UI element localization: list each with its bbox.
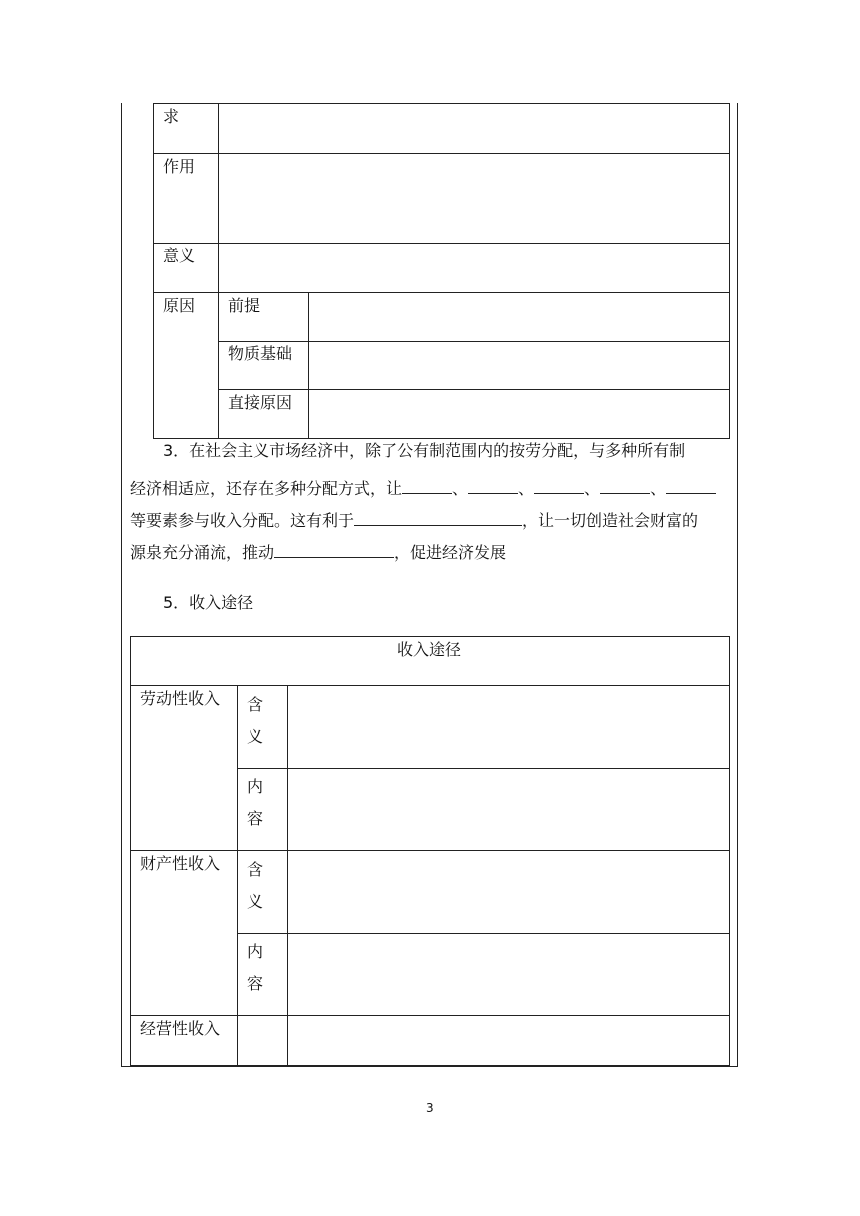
para-line-4 xyxy=(130,543,506,563)
table-1-sub-row-line xyxy=(218,341,729,342)
page-number: 3 xyxy=(426,1101,434,1115)
outer-bottom-border xyxy=(121,1066,738,1067)
para-line-3-text-a: 等要素参与收入分配。这有利于 xyxy=(130,511,355,530)
fill-blank-4[interactable] xyxy=(600,479,650,494)
para-line-4-text-b: ，促进经济发展 xyxy=(394,543,507,562)
fill-blank-3[interactable] xyxy=(534,479,584,494)
sub-label-zhijie-yuanyin: 直接原因 xyxy=(228,393,293,412)
sub-label-qianti: 前提 xyxy=(228,296,261,315)
outer-right-border xyxy=(737,103,738,1067)
table-1-sub-row-line xyxy=(218,389,729,390)
table-2-row-line xyxy=(130,850,729,851)
fill-blank-6[interactable] xyxy=(354,511,522,526)
fill-blank-2[interactable] xyxy=(468,479,518,494)
separator: 、 xyxy=(452,479,469,498)
para-line-3-text-b: ，让一切创造社会财富的 xyxy=(522,511,699,530)
row-label-zuoyong: 作用 xyxy=(163,157,196,176)
table-2-sub-row-line xyxy=(237,768,729,769)
group-label-caichan: 财产性收入 xyxy=(140,854,221,873)
table-2-title: 收入途径 xyxy=(397,640,462,659)
separator: 、 xyxy=(650,479,667,498)
table-1-sub-col-divider xyxy=(308,292,309,438)
table-1-row-line xyxy=(153,292,729,293)
row-label-yiyi: 意义 xyxy=(163,246,196,265)
fill-blank-1[interactable] xyxy=(402,479,452,494)
group-label-laodong: 劳动性收入 xyxy=(140,689,221,708)
fill-blank-5[interactable] xyxy=(666,479,716,494)
sub-label-neirong: 内容 xyxy=(247,942,264,993)
sub-label-hanyi: 含义 xyxy=(247,860,264,911)
section-5-heading: 5．收入途径 xyxy=(163,593,254,612)
para-line-2-text: 经济相适应，还存在多种分配方式，让 xyxy=(130,479,403,498)
table-2-row-line xyxy=(130,1015,729,1016)
para-line-4-text-a: 源泉充分涌流，推动 xyxy=(130,543,275,562)
row-label-qiu: 求 xyxy=(163,107,180,126)
table-1-row-line xyxy=(153,243,729,244)
table-2-title-row-line xyxy=(130,685,729,686)
para-line-3 xyxy=(130,511,698,531)
fill-blank-7[interactable] xyxy=(274,543,394,558)
sub-label-neirong: 内容 xyxy=(247,777,264,828)
row-label-yuanyin: 原因 xyxy=(163,296,196,315)
table-1-row-line xyxy=(153,153,729,154)
sub-label-wuzhi-jichu: 物质基础 xyxy=(228,344,293,363)
separator: 、 xyxy=(518,479,535,498)
para-line-1: 3．在社会主义市场经济中，除了公有制范围内的按劳分配，与多种所有制 xyxy=(163,441,686,460)
para-line-2 xyxy=(130,479,716,499)
sub-label-hanyi: 含义 xyxy=(247,695,264,746)
outer-left-border xyxy=(121,103,122,1067)
table-2-sub-row-line xyxy=(237,933,729,934)
separator: 、 xyxy=(584,479,601,498)
group-label-jingying: 经营性收入 xyxy=(140,1019,221,1038)
table-2-col-divider-1 xyxy=(237,685,238,1065)
table-2-col-divider-2 xyxy=(287,685,288,1065)
